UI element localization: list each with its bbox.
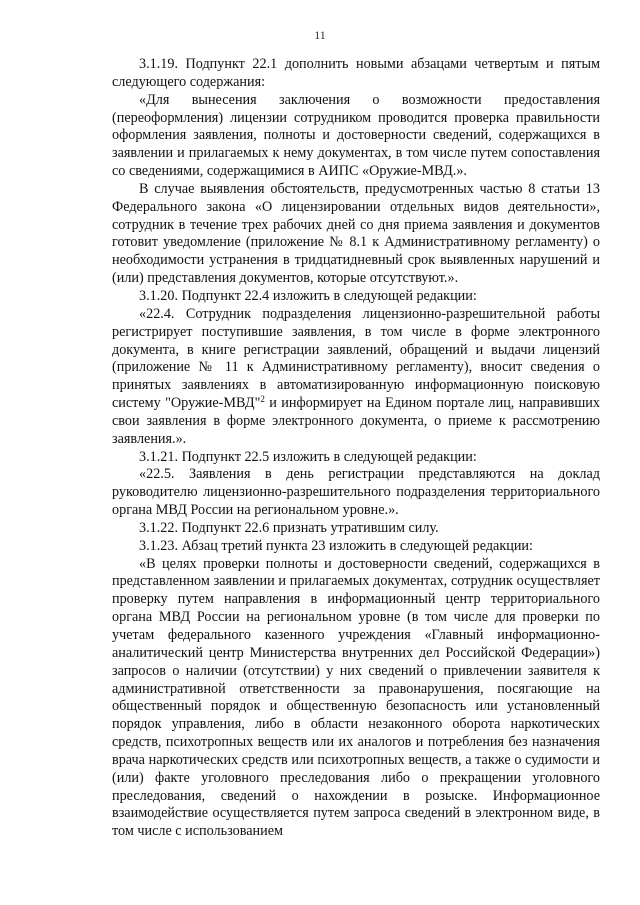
footnote-marker: 2 <box>260 394 265 405</box>
paragraph-22-4-text: «22.4. Сотрудник подразделения лицензионно-разрешительной работы регистрирует поступившие заявления, в том числе в форме электронного документа, в книге регистрации заявлений, обращений и выдачи лицензий (приложение № 11 к Административному регламенту), вносит сведения о принятых заявлениях в автоматизированную информационную поисковую систему "Оружие-МВД" <box>112 305 600 412</box>
paragraph-3-1-23: 3.1.23. Абзац третий пункта 23 изложить в следующей редакции: <box>139 537 533 554</box>
paragraph-3-1-21: 3.1.21. Подпункт 22.5 изложить в следующей редакции: <box>139 448 477 465</box>
document-body <box>112 56 600 841</box>
paragraph-violations: В случае выявления обстоятельств, предусмотренных частью 8 статьи 13 Федерального закона «О лицензировании отдельных видов деятельности», сотрудник в течение трех рабочих дней со дня приема заявления и документов готовит уведомление (приложение № 8.1 к Административному регламенту) о необходимости устранения в тридцатидневный срок выявленных нарушений и (или) представления документов, которые отсутствуют.». <box>112 180 600 287</box>
paragraph-3-1-22: 3.1.22. Подпункт 22.6 признать утратившим силу. <box>139 519 439 536</box>
paragraph-3-1-19: 3.1.19. Подпункт 22.1 дополнить новыми абзацами четвертым и пятым следующего содержания: <box>112 56 600 90</box>
page-number: 11 <box>314 28 326 42</box>
paragraph-22-4 <box>112 306 600 449</box>
paragraph-22-5: «22.5. Заявления в день регистрации представляются на доклад руководителю лицензионно-разрешительного подразделения территориального органа МВД России на региональном уровне.». <box>112 466 600 519</box>
paragraph-3-1-20: 3.1.20. Подпункт 22.4 изложить в следующей редакции: <box>139 287 477 304</box>
paragraph-22-4-text-end: и информирует на Едином портале лиц, направивших свои заявления в форме электронного документа, о приеме к рассмотрению заявления.». <box>112 395 600 447</box>
paragraph-quote-conclusion: «Для вынесения заключения о возможности предоставления (переоформления) лицензии сотрудником проводится проверка правильности оформления заявления, полноты и достоверности сведений, содержащихся в заявлении и прилагаемых к нему документах, в том числе путем сопоставления со сведениями, содержащимися в АИПС «Оружие-МВД.». <box>112 91 600 180</box>
paragraph-verification: «В целях проверки полноты и достоверности сведений, содержащихся в представленном заявлении и прилагаемых документах, сотрудник осуществляет проверку путем направления в информационный центр территориального органа МВД России на региональном уровне (в том числе для проверки по учетам федерального казенного учреждения «Главный информационно-аналитический центр Министерства внутренних дел Российской Федерации») запросов о наличии (отсутствии) у них сведений о привлечении заявителя к административной ответственности за правонарушения, посягающие на общественный порядок и общественную безопасность или установленный порядок управления, либо в области незаконного оборота наркотических средств, психотропных веществ или их аналогов и потребления без назначения врача наркотических средств или психотропных веществ, а также о судимости и (или) факте уголовного преследования либо о прекращении уголовного преследования, сведений о нахождении в розыске. Информационное взаимодействие осуществляется путем запроса сведений в электронном виде, в том числе с использованием <box>112 555 600 840</box>
